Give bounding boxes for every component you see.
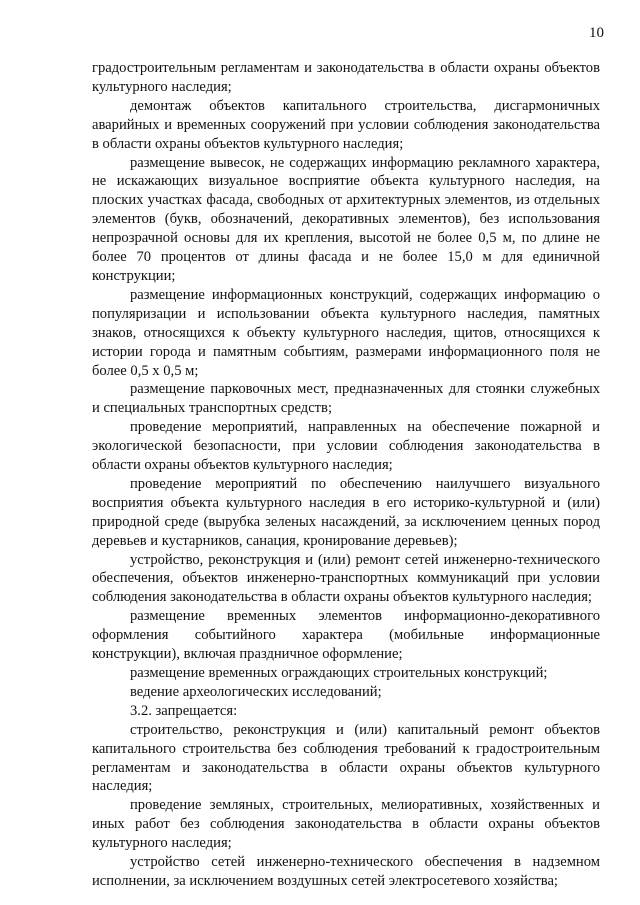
paragraph: демонтаж объектов капитального строительства, дисгармоничных аварийных и временных сооружений при условии соблюдения законодательства в области охраны объектов культурного наследия;	[92, 97, 600, 152]
page-number: 10	[589, 25, 604, 41]
paragraph: проведение земляных, строительных, мелиоративных, хозяйственных и иных работ без соблюдения законодательства в области охраны объектов культурного наследия;	[92, 797, 600, 852]
paragraph: размещение парковочных мест, предназначенных для стоянки служебных и специальных транспортных средств;	[92, 381, 600, 417]
paragraph: строительство, реконструкция и (или) капитальный ремонт объектов капитального строительства без соблюдения требований к градостроительным регламентам и законодательства в области охраны объектов культурного наследия;	[92, 721, 600, 795]
paragraph: размещение информационных конструкций, содержащих информацию о популяризации и использовании объекта культурного наследия, памятных знаков, относящихся к объекту культурного наследия, щитов, относящихся к истории города и памятным событиям, размерами информационного поля не более 0,5 х 0,5 м;	[92, 286, 600, 379]
paragraph-continued: градостроительным регламентам и законодательства в области охраны объектов культурного наследия;	[92, 60, 600, 95]
paragraph: проведение мероприятий, направленных на обеспечение пожарной и экологической безопасности, при условии соблюдения законодательства в области охраны объектов культурного наследия;	[92, 419, 600, 474]
document-body	[92, 59, 600, 891]
paragraph: ведение археологических исследований;	[130, 683, 382, 700]
section-heading: 3.2. запрещается:	[130, 702, 238, 719]
paragraph: устройство сетей инженерно-технического обеспечения в надземном исполнении, за исключением воздушных сетей электросетевого хозяйства;	[92, 854, 600, 889]
paragraph: устройство, реконструкция и (или) ремонт сетей инженерно-технического обеспечения, объектов инженерно-транспортных коммуникаций при условии соблюдения законодательства в области охраны объектов культурного наследия;	[92, 551, 600, 606]
paragraph: размещение вывесок, не содержащих информацию рекламного характера, не искажающих визуальное восприятие объекта культурного наследия, на плоских участках фасада, свободных от архитектурных элементов, из отдельных элементов (букв, обозначений, декоративных элементов), без использования непрозрачной основы для их крепления, высотой не более 0,5 м, по длине не более 70 процентов от длины фасада и не более 15,0 м для единичной конструкции;	[92, 154, 600, 284]
paragraph: проведение мероприятий по обеспечению наилучшего визуального восприятия объекта культурного наследия в его историко-культурной и (или) природной среде (вырубка зеленых насаждений, за исключением ценных пород деревьев и кустарников, санация, кронирование деревьев);	[92, 475, 600, 549]
paragraph: размещение временных элементов информационно-декоративного оформления событийного характера (мобильные информационные конструкции), включая праздничное оформление;	[92, 608, 600, 663]
paragraph: размещение временных ограждающих строительных конструкций;	[130, 665, 548, 681]
